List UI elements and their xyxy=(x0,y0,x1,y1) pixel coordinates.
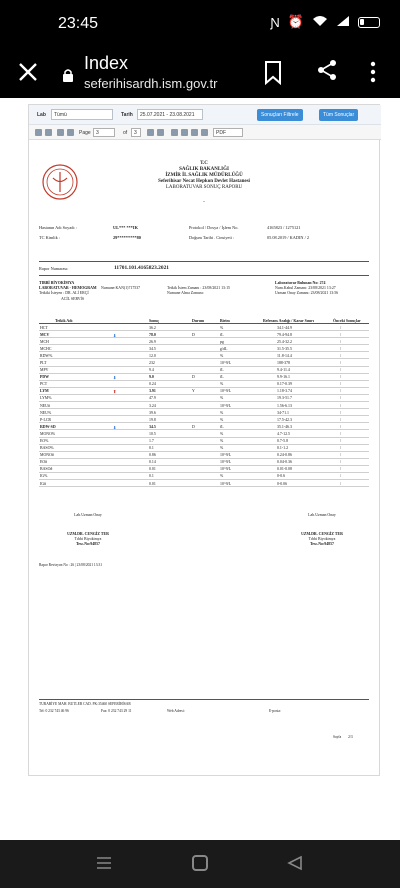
of-label: of xyxy=(123,130,128,136)
export-icon[interactable] xyxy=(45,129,52,136)
result-value: 0.1 xyxy=(149,446,154,451)
result-reference: 9.4-11.4 xyxy=(277,368,290,373)
battery-icon xyxy=(358,17,380,28)
result-unit: pg xyxy=(220,339,224,344)
result-value: 9.0 xyxy=(149,375,154,380)
lab-protocol-label: Laboratuvar Bulunan No: xyxy=(275,281,319,285)
table-row xyxy=(39,480,369,487)
result-reference: 0.17-0.39 xyxy=(277,382,292,387)
table-row xyxy=(39,352,369,359)
result-name: PCT xyxy=(40,382,48,387)
result-previous: / xyxy=(340,389,342,394)
result-value: 232 xyxy=(149,360,155,365)
result-unit: % xyxy=(220,439,224,443)
header-dot: . xyxy=(203,199,205,204)
sign-right-name: UZM.DR. CENGİZ TER xyxy=(301,532,343,536)
nfc-icon: Ɲ xyxy=(270,14,280,30)
result-reference: 0-0.6 xyxy=(277,474,286,479)
result-reference: 188-378 xyxy=(277,360,290,365)
result-value: 19.8 xyxy=(149,417,156,422)
result-unit: % xyxy=(220,431,224,436)
result-value: 0.01 xyxy=(149,481,156,486)
sign-right-dept: Tıbbi Biyokimya xyxy=(308,537,336,541)
result-previous: / xyxy=(340,403,342,408)
page-title: Index xyxy=(84,53,129,73)
table-row xyxy=(39,466,369,473)
result-previous: / xyxy=(340,439,342,443)
result-previous: / xyxy=(340,417,342,422)
result-value: 1.7 xyxy=(149,439,154,443)
accept-time-value: 23/08/2021 13:27 xyxy=(308,286,336,291)
report-number-label: Rapor Numarası: xyxy=(39,266,69,271)
result-name: EO# xyxy=(40,460,48,465)
table-row xyxy=(39,452,369,459)
zoom-icon[interactable] xyxy=(171,129,178,136)
table-row xyxy=(39,359,369,366)
share-icon[interactable] xyxy=(316,59,338,81)
table-row xyxy=(39,324,369,331)
protocol-label: Protokol / Dosya / İşlem No. xyxy=(189,225,239,230)
result-value: 78.0 xyxy=(149,332,156,337)
result-reference: 11.8-14.4 xyxy=(277,353,292,358)
approve-time-label: Uzman Onay Zamanı: xyxy=(275,291,310,296)
print-icon[interactable] xyxy=(35,129,42,136)
recents-icon[interactable] xyxy=(96,856,112,870)
table-row xyxy=(39,402,369,409)
close-button[interactable] xyxy=(14,58,42,86)
result-reference: 0.04-0.36 xyxy=(277,460,292,465)
result-name: BASO# xyxy=(40,467,53,472)
result-name: PDW xyxy=(40,375,50,380)
request-time-value: 23/08/2021 13:15 xyxy=(202,286,230,291)
result-previous: / xyxy=(340,467,342,472)
table-row xyxy=(39,430,369,437)
col-name: Tetkik Adı xyxy=(55,318,73,323)
result-value: 9.4 xyxy=(149,368,154,373)
result-unit: 10^9/L xyxy=(220,389,232,394)
results-rows xyxy=(39,324,369,487)
result-reference: 79.4-94.8 xyxy=(277,332,292,337)
patient-info xyxy=(39,223,369,243)
result-reference: 19.3-51.7 xyxy=(277,396,292,401)
result-name: NEU% xyxy=(40,410,52,415)
result-name: MONO% xyxy=(40,431,56,436)
alarm-icon: ⏰ xyxy=(287,14,304,29)
result-previous: / xyxy=(340,339,342,344)
header-line-5: LABORATUVAR SONUÇ RAPORU xyxy=(165,185,243,190)
viewer-toolbar xyxy=(29,125,381,140)
result-unit: % xyxy=(220,446,224,451)
sign-left-dip: Tesc.No:94857 xyxy=(76,542,100,546)
birth-label: Doğum Tarihi . Cinsiyeti : xyxy=(189,235,235,240)
email-label: E-posta: xyxy=(269,709,281,713)
result-previous: / xyxy=(340,453,342,458)
table-row xyxy=(39,331,369,338)
result-reference: 0-0.06 xyxy=(277,481,288,486)
table-row xyxy=(39,473,369,480)
sample-taken-label: Numune Alma Zamanı: xyxy=(167,291,204,296)
result-name: PLT xyxy=(40,360,47,365)
filter-results-button[interactable]: Sonuçları Filtrele xyxy=(257,109,303,121)
result-previous: / xyxy=(340,332,342,337)
result-previous: / xyxy=(340,446,342,451)
result-unit: fL xyxy=(220,424,224,429)
result-name: EO% xyxy=(40,439,49,443)
result-value: 0.14 xyxy=(149,460,156,465)
page-label: Page xyxy=(79,130,91,136)
first-page-icon[interactable] xyxy=(57,129,64,136)
result-unit: 10^9/L xyxy=(220,460,232,465)
sign-left-title: Lab.Uzman Onay xyxy=(74,513,102,517)
sign-left-name: UZM.DR. CENGİZ TER xyxy=(67,532,109,536)
lab-test-name: LABORATUVAR - HEMOGRAM xyxy=(39,286,97,291)
result-previous: / xyxy=(340,382,342,387)
result-unit: % xyxy=(220,417,224,422)
system-nav-bar xyxy=(0,840,400,888)
result-previous: / xyxy=(340,368,342,373)
header-line-1: T.C xyxy=(200,161,208,166)
table-row xyxy=(39,409,369,416)
wifi-icon xyxy=(312,15,328,30)
result-value: 3.24 xyxy=(149,403,156,408)
result-unit: fL xyxy=(220,368,224,373)
result-reference: 1.56-6.13 xyxy=(277,403,292,408)
page-footer-value: 2/3 xyxy=(348,735,353,739)
service-value: ACİL SERVİS xyxy=(61,296,84,301)
result-reference: 1.18-3.74 xyxy=(277,389,292,394)
web-label: Web Adresi: xyxy=(167,709,185,713)
web-view xyxy=(0,98,400,840)
results-table xyxy=(39,317,369,487)
result-value: 0.24 xyxy=(149,382,156,387)
result-name: BASO% xyxy=(40,446,54,451)
tc-label: TC Kimlik : xyxy=(39,235,61,240)
result-reference: 0.01-0.08 xyxy=(277,467,292,472)
status-time: 23:45 xyxy=(58,15,99,32)
table-row xyxy=(39,438,369,445)
header-line-3: İZMİR İL SAĞLIK MÜDÜRLÜĞÜ xyxy=(165,173,243,178)
fax-value: 0 232 743 29 11 xyxy=(108,709,132,713)
result-unit: % xyxy=(220,396,224,401)
result-name: LYM xyxy=(40,389,49,394)
table-row xyxy=(39,416,369,423)
header-line-4: Seferihisar Necat Hepkon Devlet Hastanesi xyxy=(158,179,250,184)
report-number-value: 11701.101.4165823.2021 xyxy=(114,265,169,271)
status-icons xyxy=(270,14,380,30)
table-row xyxy=(39,388,369,395)
sign-right-title: Lab.Uzman Onay xyxy=(308,513,336,517)
more-menu-icon[interactable] xyxy=(368,60,378,84)
result-name: MCHC xyxy=(40,346,52,351)
table-row xyxy=(39,374,369,381)
arrow-down-icon: ⬇ xyxy=(113,425,117,430)
table-row xyxy=(39,381,369,388)
lab-details xyxy=(39,281,369,302)
result-unit: 10^9/L xyxy=(220,453,232,458)
result-previous: / xyxy=(340,410,342,415)
approve-time-value: 23/08/2021 13:56 xyxy=(310,291,339,296)
request-time-label: Tetkik İstem Zamanı : xyxy=(167,286,202,291)
signal-icon xyxy=(336,15,350,30)
result-value: 0.1 xyxy=(149,474,154,479)
accept-time-label: Num.Kabul Zamanı: xyxy=(275,286,308,291)
result-unit: % xyxy=(220,474,224,479)
result-unit: g/dL xyxy=(220,346,228,351)
tel-value: 0 232 743 46 96 xyxy=(45,709,69,713)
result-unit: 10^9/L xyxy=(220,403,232,408)
result-name: RDW-SD xyxy=(40,424,56,429)
arrow-up-icon: ⬆ xyxy=(113,390,117,395)
result-unit: fL xyxy=(220,375,224,380)
last-page-icon[interactable] xyxy=(157,129,164,136)
result-value: 0.01 xyxy=(149,467,156,472)
result-reference: 35.1-46.3 xyxy=(277,424,292,429)
filter-toolbar xyxy=(29,105,381,125)
signature-left xyxy=(53,513,123,547)
arrow-down-icon: ⬇ xyxy=(113,333,117,338)
page-footer-label: Sayfa xyxy=(333,735,342,739)
footer-address: TURABİYE MAH. BUTLER CAD. PK:35460 SEFERİHİSAR xyxy=(39,699,369,706)
result-value: 10.5 xyxy=(149,431,156,436)
fax-label: Fax: xyxy=(101,709,108,713)
page-number-input[interactable]: 3 xyxy=(93,128,115,137)
result-value: 34.5 xyxy=(149,346,156,351)
result-previous: / xyxy=(340,346,342,351)
result-value: 12.0 xyxy=(149,353,156,358)
result-unit: % xyxy=(220,353,224,358)
format-select[interactable]: PDF xyxy=(213,128,243,137)
result-previous: / xyxy=(340,424,342,429)
result-name: LYM% xyxy=(40,396,52,401)
lock-icon xyxy=(62,68,74,82)
lab-select[interactable]: Tümü xyxy=(51,109,113,120)
table-row xyxy=(39,345,369,352)
result-value: 0.86 xyxy=(149,453,156,458)
date-label: Tarih xyxy=(121,112,133,118)
export-format-icon[interactable] xyxy=(201,129,208,136)
protocol-value: 4165823 / 1275121 xyxy=(267,225,301,230)
result-value: 26.9 xyxy=(149,339,156,344)
divider xyxy=(39,275,369,276)
result-name: RDW% xyxy=(40,353,53,358)
result-reference: 0.1-1.2 xyxy=(277,446,289,451)
report-footer xyxy=(39,699,369,745)
fit-page-icon[interactable] xyxy=(181,129,188,136)
result-name: MCV xyxy=(40,332,50,337)
result-previous: / xyxy=(340,375,342,380)
all-results-button[interactable]: Tüm Sonuçlar xyxy=(319,109,358,121)
sign-right-dip: Tesc.No:94857 xyxy=(310,542,334,546)
col-result: Sonuç xyxy=(149,318,160,323)
table-row xyxy=(39,423,369,430)
table-row xyxy=(39,459,369,466)
result-previous: / xyxy=(340,360,342,365)
page-url: seferihisardh.ism.gov.tr xyxy=(84,76,218,91)
result-unit: 10^9/L xyxy=(220,360,232,365)
bookmark-icon[interactable] xyxy=(264,61,282,85)
header-line-2: SAĞLIK BAKANLIĞI xyxy=(179,167,229,172)
tc-value: 29*********80 xyxy=(113,235,141,240)
lab-group: TIBBİ BİYOKİMYA xyxy=(39,281,75,285)
save-icon[interactable] xyxy=(191,129,198,136)
revision-note: Rapor Revizyon No : 26 | 23/08/2021 13:31 xyxy=(39,563,103,567)
arrow-down-icon: ⬇ xyxy=(113,376,117,381)
divider xyxy=(39,261,369,262)
back-icon[interactable] xyxy=(287,855,303,871)
requester-label: Tetkiki İsteyen : xyxy=(39,291,65,296)
report-number xyxy=(39,265,169,271)
result-value: 34.5 xyxy=(149,424,156,429)
next-page-icon[interactable] xyxy=(147,129,154,136)
result-name: HCT xyxy=(40,325,48,330)
patient-name: UL*** ***IK xyxy=(113,225,138,230)
result-name: MPV xyxy=(40,368,49,373)
results-header xyxy=(39,317,369,324)
col-status: Durum xyxy=(192,318,205,323)
result-previous: / xyxy=(340,431,342,436)
requester-value: DR. ALİ ERÇİ xyxy=(65,291,89,296)
date-range-select[interactable]: 25.07.2021 - 23.08.2021 xyxy=(137,109,203,120)
browser-app-bar xyxy=(0,48,400,98)
result-unit: fL xyxy=(220,332,224,337)
tel-label: Tel: xyxy=(39,709,45,713)
result-status: D xyxy=(192,424,195,429)
result-reference: 0.7-5.8 xyxy=(277,439,289,443)
home-icon[interactable] xyxy=(192,855,208,871)
result-reference: 25.4-32.2 xyxy=(277,339,292,344)
result-status: Y xyxy=(192,389,195,394)
result-name: IG% xyxy=(40,474,48,479)
sample-label: Numune: xyxy=(101,286,116,291)
result-unit: 10^9/L xyxy=(220,467,232,472)
result-previous: / xyxy=(340,396,342,401)
col-reference: Referans Aralığı / Karar Sınırı xyxy=(263,318,314,323)
result-name: P-LCR xyxy=(40,417,52,422)
result-previous: / xyxy=(340,474,342,479)
prev-page-icon[interactable] xyxy=(67,129,74,136)
result-previous: / xyxy=(340,353,342,358)
result-value: 47.9 xyxy=(149,396,156,401)
result-previous: / xyxy=(340,460,342,465)
table-row xyxy=(39,395,369,402)
result-unit: % xyxy=(220,325,224,330)
result-reference: 0.24-0.86 xyxy=(277,453,292,458)
result-reference: 17.5-42.3 xyxy=(277,417,292,422)
report-header xyxy=(39,161,369,205)
result-status: D xyxy=(192,375,195,380)
page-title-block[interactable] xyxy=(84,53,217,91)
lab-protocol-value: 274 xyxy=(319,281,326,285)
result-unit: % xyxy=(220,410,224,415)
sample-value: KAN(1)717537 xyxy=(115,286,141,291)
result-name: IG# xyxy=(40,481,47,486)
result-reference: 9.9-16.1 xyxy=(277,375,290,380)
result-reference: 34.1-44.9 xyxy=(277,325,292,330)
birth-value: 05.08.2019 / KADIN / 2 xyxy=(267,235,310,240)
result-previous: / xyxy=(340,325,342,330)
result-name: MONO# xyxy=(40,453,54,458)
result-status: D xyxy=(192,332,195,337)
result-name: MCH xyxy=(40,339,49,344)
result-value: 3.91 xyxy=(149,389,156,394)
status-bar xyxy=(0,0,400,48)
result-unit: % xyxy=(220,382,224,387)
result-reference: 34-71.1 xyxy=(277,410,289,415)
result-name: NEU# xyxy=(40,403,50,408)
result-unit: 10^9/L xyxy=(220,481,232,486)
report-frame xyxy=(28,104,380,776)
signature-right xyxy=(287,513,357,547)
table-row xyxy=(39,367,369,374)
table-row xyxy=(39,445,369,452)
page-total: 3 xyxy=(131,128,141,137)
col-unit: Birim xyxy=(220,318,230,323)
close-icon xyxy=(17,61,39,83)
result-reference: 4.7-12.5 xyxy=(277,431,290,436)
result-value: 36.2 xyxy=(149,325,156,330)
patient-name-label: Hastanın Adı Soyadı : xyxy=(39,225,77,230)
result-value: 39.6 xyxy=(149,410,156,415)
lab-label: Lab xyxy=(37,112,46,118)
result-previous: / xyxy=(340,481,342,486)
result-reference: 31.5-35.5 xyxy=(277,346,292,351)
table-row xyxy=(39,338,369,345)
sign-left-dept: Tıbbi Biyokimya xyxy=(74,537,102,541)
col-previous: Önceki Sonuçlar xyxy=(333,318,361,323)
